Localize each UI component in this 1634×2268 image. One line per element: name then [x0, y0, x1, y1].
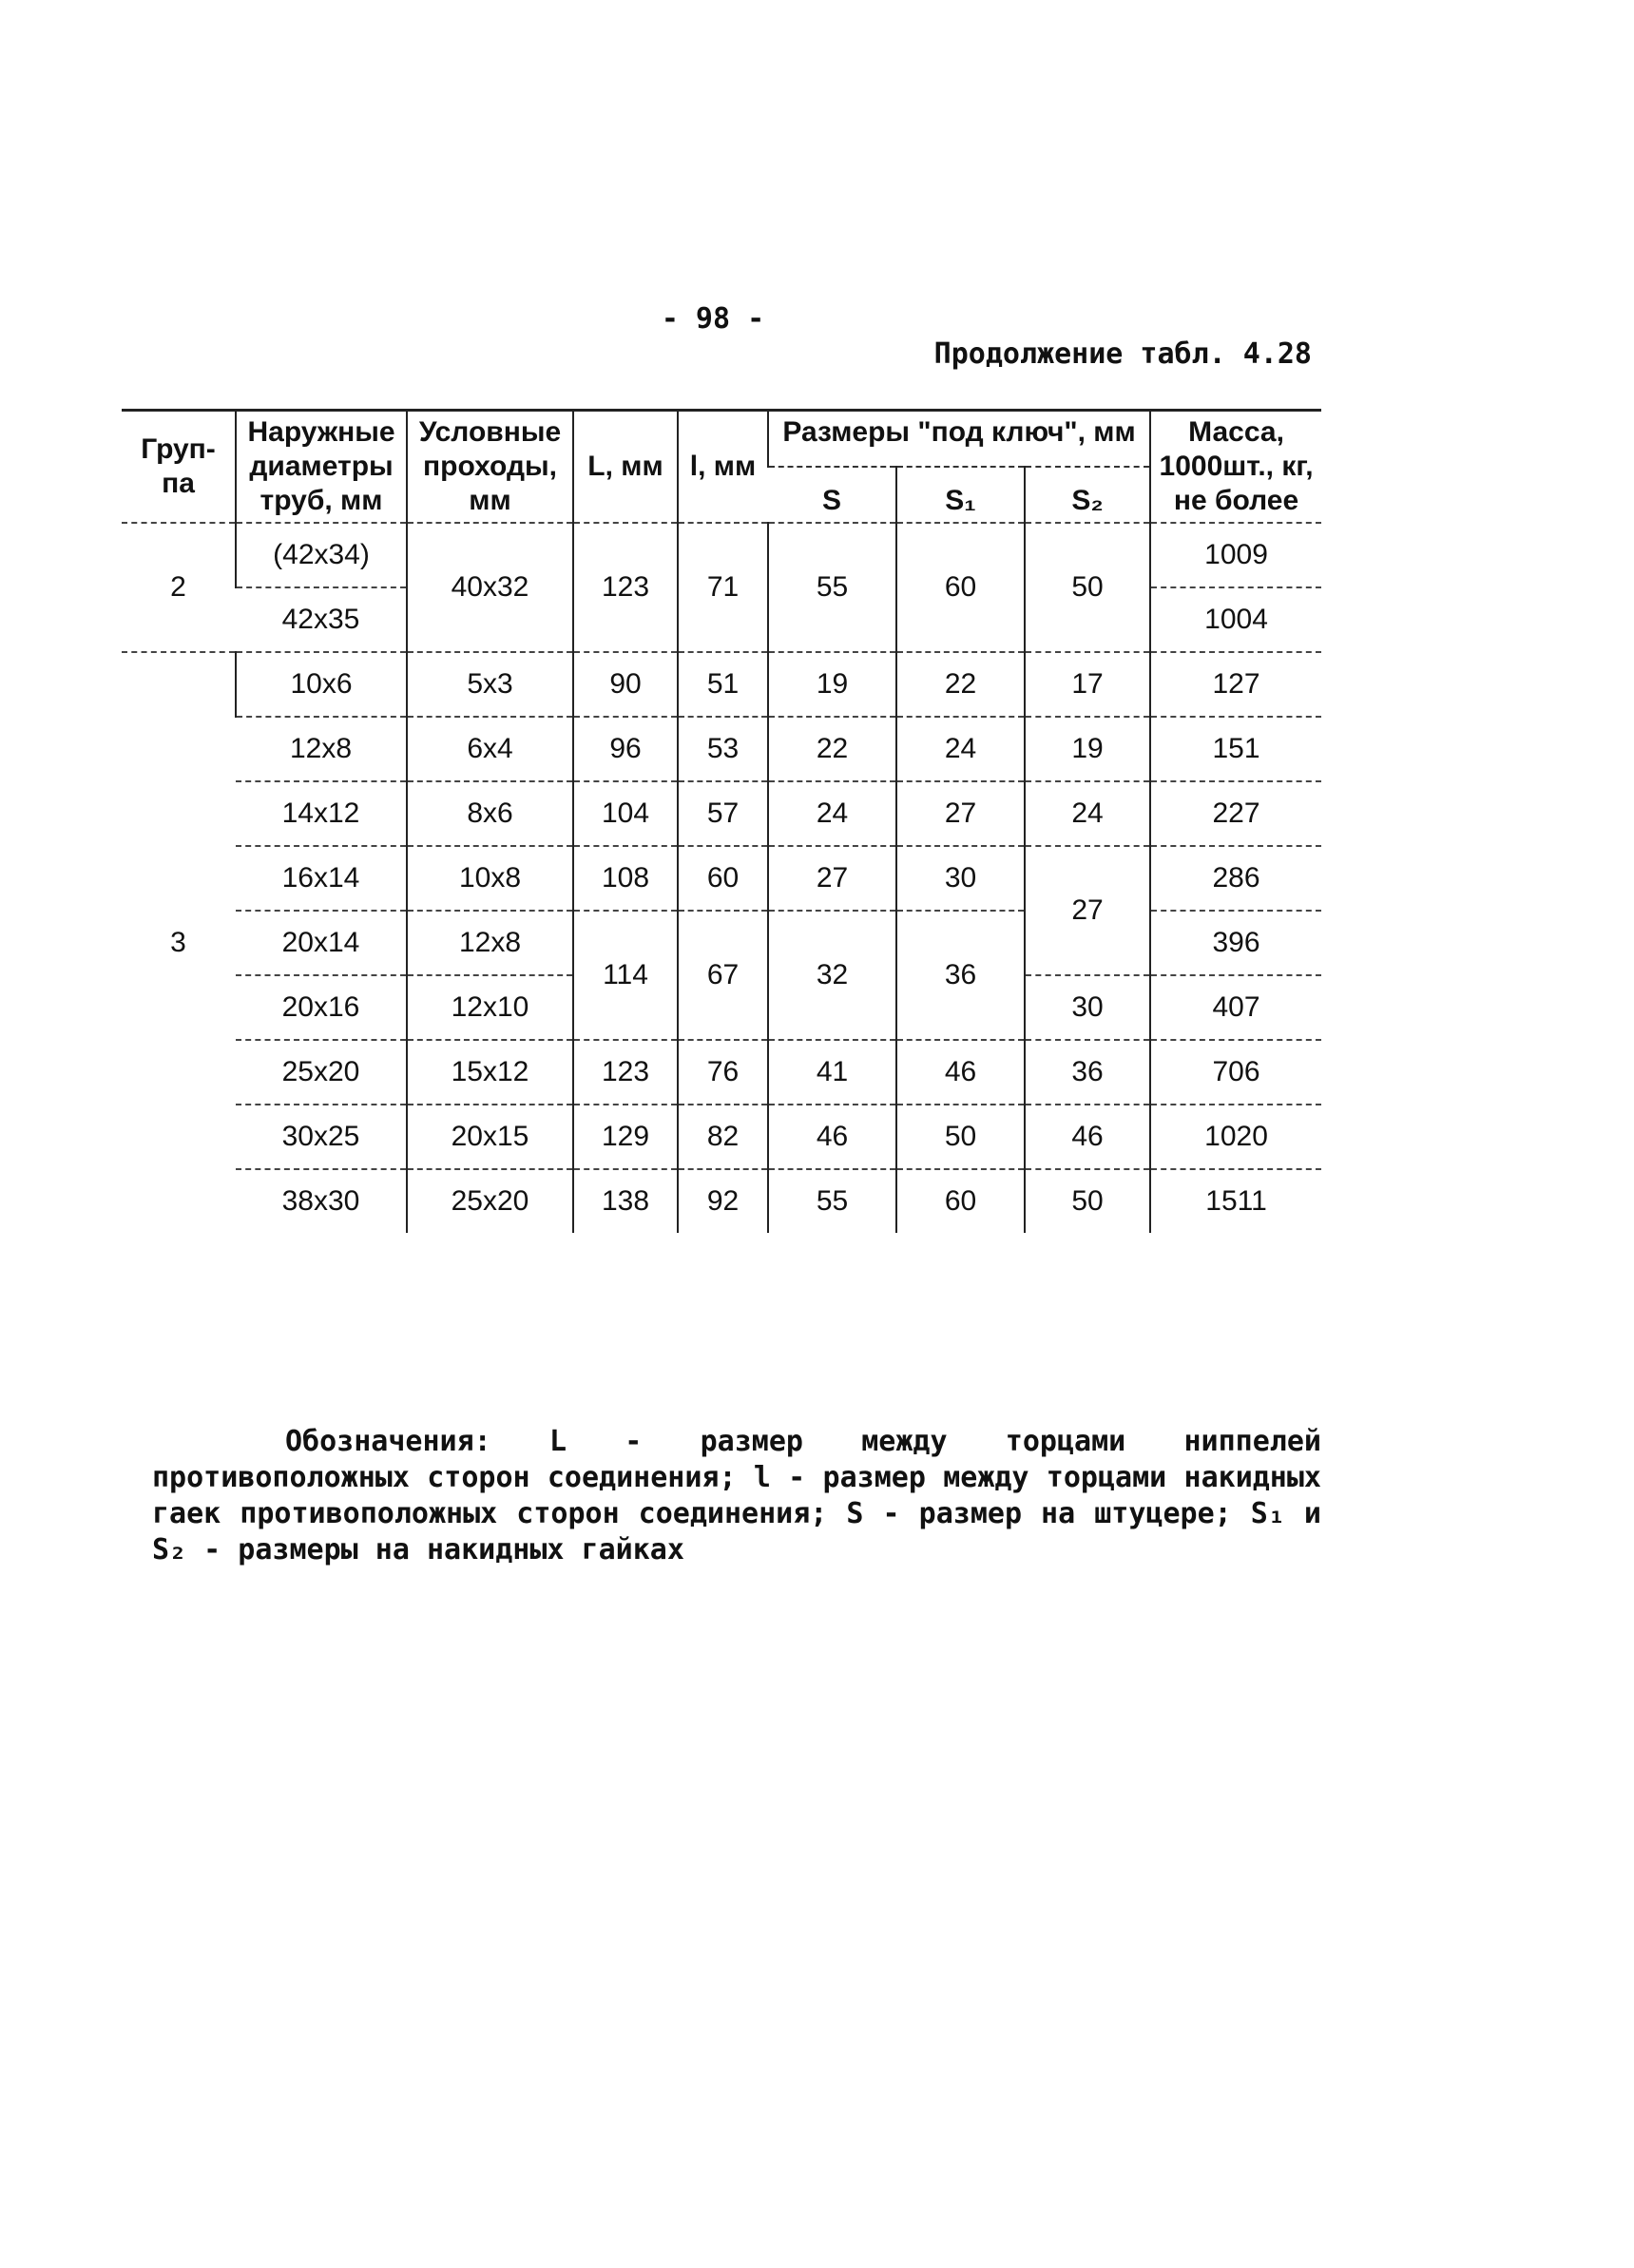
header-S2: S₂	[1025, 467, 1150, 523]
table-row	[122, 717, 1321, 781]
header-group: Груп-па	[122, 411, 236, 524]
cell-S: 19	[768, 652, 896, 717]
cell-mass: 286	[1150, 846, 1321, 911]
cell-mass: 396	[1150, 911, 1321, 975]
legend-notes	[152, 1424, 1321, 1568]
cell-group: 2	[122, 523, 236, 652]
header-mass: Масса, 1000шт., кг, не более	[1150, 411, 1321, 524]
cell-S1: 46	[896, 1040, 1025, 1105]
cell-S1: 30	[896, 846, 1025, 911]
cell-nominal-pass: 6x4	[407, 717, 573, 781]
cell-L: 90	[573, 652, 678, 717]
cell-l: 76	[678, 1040, 768, 1105]
cell-nominal-pass: 5x3	[407, 652, 573, 717]
fittings-table-wrapper	[122, 409, 1321, 1233]
header-S1: S₁	[896, 467, 1025, 523]
table-row	[122, 781, 1321, 846]
cell-mass: 1020	[1150, 1105, 1321, 1169]
cell-L: 123	[573, 523, 678, 652]
table-row	[122, 846, 1321, 911]
header-l: l, мм	[678, 411, 768, 524]
cell-mass: 1004	[1150, 587, 1321, 652]
cell-l: 71	[678, 523, 768, 652]
cell-l: 57	[678, 781, 768, 846]
cell-mass: 1511	[1150, 1169, 1321, 1233]
cell-S1: 50	[896, 1105, 1025, 1169]
cell-S: 32	[768, 911, 896, 1040]
cell-l: 53	[678, 717, 768, 781]
cell-l: 60	[678, 846, 768, 911]
legend-text: Обозначения: L - размер между торцами ниппелей противоположных сторон соединения; l - размер между торцами накидных гаек противоположных сторон соединения; S - размер на штуцере; S₁ и S₂ - размеры на накидных гайках	[152, 1425, 1321, 1566]
cell-diameter: 16x14	[236, 846, 407, 911]
cell-S2: 24	[1025, 781, 1150, 846]
cell-S1: 60	[896, 523, 1025, 652]
cell-mass: 706	[1150, 1040, 1321, 1105]
table-row	[122, 652, 1321, 717]
cell-l: 51	[678, 652, 768, 717]
cell-nominal-pass: 8x6	[407, 781, 573, 846]
cell-l: 82	[678, 1105, 768, 1169]
cell-S: 27	[768, 846, 896, 911]
cell-diameter: 14x12	[236, 781, 407, 846]
cell-S2: 36	[1025, 1040, 1150, 1105]
cell-nominal-pass: 25x20	[407, 1169, 573, 1233]
cell-l: 67	[678, 911, 768, 1040]
cell-S2: 19	[1025, 717, 1150, 781]
cell-L: 104	[573, 781, 678, 846]
cell-l: 92	[678, 1169, 768, 1233]
cell-S1: 36	[896, 911, 1025, 1040]
cell-L: 129	[573, 1105, 678, 1169]
cell-diameter: 20x16	[236, 975, 407, 1040]
cell-L: 123	[573, 1040, 678, 1105]
cell-S1: 60	[896, 1169, 1025, 1233]
cell-S2: 50	[1025, 523, 1150, 652]
header-key-sizes: Размеры "под ключ", мм	[768, 411, 1150, 468]
cell-diameter: (42x34)	[236, 523, 407, 587]
header-L: L, мм	[573, 411, 678, 524]
header-nominal-pass: Условные проходы, мм	[407, 411, 573, 524]
cell-mass: 1009	[1150, 523, 1321, 587]
cell-nominal-pass: 40x32	[407, 523, 573, 652]
cell-nominal-pass: 15x12	[407, 1040, 573, 1105]
table-row	[122, 523, 1321, 587]
cell-S2: 17	[1025, 652, 1150, 717]
cell-S1: 24	[896, 717, 1025, 781]
table-continuation-caption: Продолжение табл. 4.28	[933, 337, 1312, 371]
cell-nominal-pass: 10x8	[407, 846, 573, 911]
cell-mass: 227	[1150, 781, 1321, 846]
cell-diameter: 20x14	[236, 911, 407, 975]
cell-L: 108	[573, 846, 678, 911]
table-row	[122, 1105, 1321, 1169]
cell-diameter: 38x30	[236, 1169, 407, 1233]
cell-nominal-pass: 12x10	[407, 975, 573, 1040]
cell-diameter: 30x25	[236, 1105, 407, 1169]
cell-S2: 30	[1025, 975, 1150, 1040]
cell-S1: 27	[896, 781, 1025, 846]
cell-L: 114	[573, 911, 678, 1040]
cell-L: 138	[573, 1169, 678, 1233]
cell-S2: 50	[1025, 1169, 1150, 1233]
cell-mass: 127	[1150, 652, 1321, 717]
cell-group: 3	[122, 652, 236, 1233]
cell-nominal-pass: 20x15	[407, 1105, 573, 1169]
page-number: - 98 -	[661, 302, 765, 336]
cell-diameter: 25x20	[236, 1040, 407, 1105]
cell-S: 55	[768, 1169, 896, 1233]
cell-S: 46	[768, 1105, 896, 1169]
cell-S: 24	[768, 781, 896, 846]
cell-S: 41	[768, 1040, 896, 1105]
fittings-table	[122, 409, 1321, 1233]
cell-S: 22	[768, 717, 896, 781]
cell-S1: 22	[896, 652, 1025, 717]
cell-diameter: 12x8	[236, 717, 407, 781]
header-outer-diameter: Наружные диаметры труб, мм	[236, 411, 407, 524]
cell-diameter: 42x35	[236, 587, 407, 652]
table-row	[122, 1169, 1321, 1233]
table-row	[122, 1040, 1321, 1105]
cell-diameter: 10x6	[236, 652, 407, 717]
header-S: S	[821, 485, 841, 516]
cell-mass: 151	[1150, 717, 1321, 781]
cell-nominal-pass: 12x8	[407, 911, 573, 975]
cell-mass: 407	[1150, 975, 1321, 1040]
cell-S2: 46	[1025, 1105, 1150, 1169]
cell-S: 55	[768, 523, 896, 652]
cell-S2: 27	[1025, 846, 1150, 975]
cell-L: 96	[573, 717, 678, 781]
